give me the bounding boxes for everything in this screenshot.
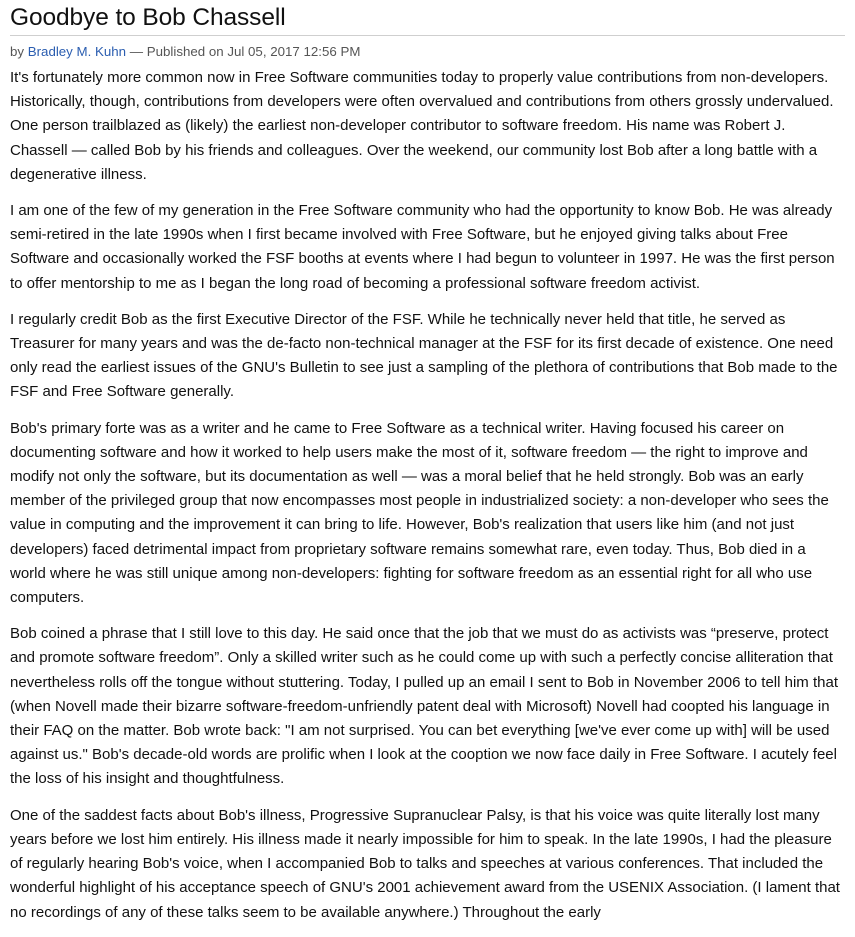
article xyxy=(10,0,845,937)
article-title: Goodbye to Bob Chassell xyxy=(10,4,286,31)
paragraph: One of the saddest facts about Bob's illness, Progressive Supranuclear Palsy, is that his voice was quite literally lost many years before we lost him entirely. His illness made it nearly impossible for him to speak. In the late 1990s, I had the pleasure of regularly hearing Bob's voice, when I accompanied Bob to talks and speeches at various conferences. That included the wonderful highlight of his acceptance speech of GNU's 2001 achievement award from the USENIX Association. (I lament that no recordings of any of these talks seem to be available anywhere.) Throughout the early xyxy=(10,806,840,921)
paragraph: Bob coined a phrase that I still love to this day. He said once that the job that we must do as activists was “preserve, protect and promote software freedom”. Only a skilled writer such as he could come up with such a perfectly concise alliteration that nevertheless rolls off the tongue without stuttering. Today, I pulled up an email I sent to Bob in November 2006 to tell him that (when Novell made their bizarre software-freedom-unfriendly patent deal with Microsoft) Novell had coopted his language in their FAQ on the matter. Bob wrote back: "I am not surprised. You can bet everything [we've ever come up with] will be used against us." Bob's decade-old words are prolific when I look at the cooption we now face daily in Free Software. I acutely feel the loss of his insight and thoughtfulness. xyxy=(10,625,838,788)
paragraph: It's fortunately more common now in Free Software communities today to properly value contributions from non-developers. Historically, though, contributions from developers were often overvalued and contributions from others grossly undervalued. One person trailblazed as (likely) the earliest non-developer contributor to software freedom. His name was Robert J. Chassell — called Bob by his friends and colleagues. Over the weekend, our community lost Bob after a long battle with a degenerative illness. xyxy=(10,69,834,183)
byline-prefix: by xyxy=(10,44,25,59)
paragraph: I regularly credit Bob as the first Executive Director of the FSF. While he technically never held that title, he served as Treasurer for many years and was the de-facto non-technical manager at the FSF for its first decade of existence. One need only read the earliest issues of the GNU's Bulletin to see just a sampling of the plethora of contributions that Bob made to the FSF and Free Software generally. xyxy=(10,310,838,401)
byline xyxy=(10,42,845,62)
author-link[interactable]: Bradley M. Kuhn xyxy=(27,44,127,59)
paragraph: Bob's primary forte was as a writer and he came to Free Software as a technical writer. Having focused his career on documenting software and how it worked to help users make the most of it, software freedom — the right to improve and modify not only the software, but its documentation as well — was a moral belief that he held strongly. Bob was an early member of the privileged group that now encompasses most people in industrialized society: a non-developer who sees the value in computing and the improvement it can bring to life. However, Bob's realization that users like him (and not just developers) faced detrimental impact from proprietary software remains somewhat rare, even today. Thus, Bob died in a world where he was still unique among non-developers: fighting for software freedom as an essential right for all who use computers. xyxy=(10,419,829,607)
title-divider xyxy=(10,35,845,36)
published-date: — Published on Jul 05, 2017 12:56 PM xyxy=(129,44,361,59)
article-body xyxy=(10,66,845,925)
paragraph: I am one of the few of my generation in the Free Software community who had the opportunity to know Bob. He was already semi-retired in the late 1990s when I first became involved with Free Software, but he enjoyed giving talks about Free Software and occasionally worked the FSF booths at events where I had begun to volunteer in 1997. He was the first person to offer mentorship to me as I began the long road of becoming a professional software freedom activist. xyxy=(10,202,835,292)
